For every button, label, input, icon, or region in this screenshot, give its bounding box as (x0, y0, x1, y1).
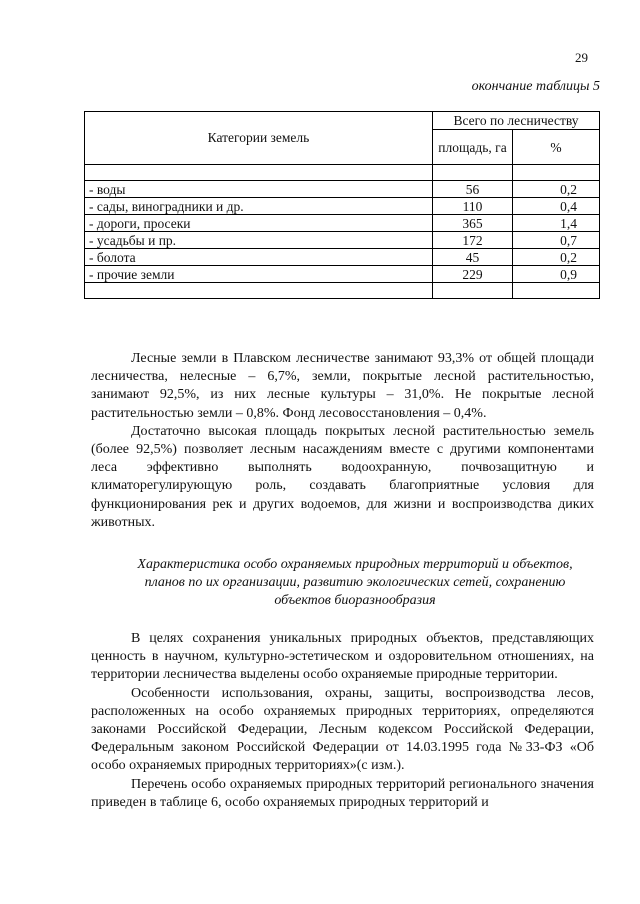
cell-percent: 0,4 (513, 198, 600, 215)
paragraph: Лесные земли в Плавском лесничестве занимают 93,3% от общей площади лесничества, нелесные – 6,7%, земли, покрытые лесной растительностью, занимают 92,5%, из них лесные культуры – 31,0%. Не покрытые лесной растительностью земли – 0,8%. Фонд лесовосстановления – 0,4%. (91, 351, 594, 421)
cell-area: 45 (433, 249, 513, 266)
section-heading: Характеристика особо охраняемых природных территорий и объектов, планов по их организации, развитию экологических сетей, сохранению объектов биоразнообразия (137, 557, 573, 608)
cell-percent: 0,2 (513, 181, 600, 198)
land-categories-table (84, 111, 600, 299)
table-caption: окончание таблицы 5 (471, 79, 600, 94)
cell-percent: 1,4 (513, 215, 600, 232)
cell-category: - воды (85, 181, 433, 198)
cell-category: - сады, виноградники и др. (85, 198, 433, 215)
paragraph: Достаточно высокая площадь покрытых лесной растительностью земель (более 92,5%) позволяет лесным насаждениям вместе с другими компонентами леса эффективно выполнять водоохранную, почвозащитную и климаторегулирующую роль, создавать благоприятные условия для функционирования рек и других водоемов, для жизни и воспроизводства диких животных. (91, 423, 594, 530)
cell-percent: 0,2 (513, 249, 600, 266)
header-percent: % (513, 130, 600, 165)
table-row (85, 232, 600, 249)
table-row (85, 266, 600, 283)
paragraph: Особенности использования, охраны, защиты, воспроизводства лесов, расположенных на особо охраняемых природных территориях, определяются законами Российской Федерации, Лесным кодексом Российской Федерации, Федеральным законом Российской Федерации от 14.03.1995 года №33-ФЗ «Об особо охраняемых природных территориях»(с изм.). (91, 685, 594, 774)
body-text-lower (91, 630, 594, 812)
paragraph: Перечень особо охраняемых природных территорий регионального значения приведен в таблице 6, особо охраняемых природных территорий и (91, 776, 594, 810)
header-category: Категории земель (85, 112, 433, 165)
cell-percent: 0,9 (513, 266, 600, 283)
table-row (85, 215, 600, 232)
table-row-empty (85, 283, 600, 299)
cell-area: 56 (433, 181, 513, 198)
cell-area: 365 (433, 215, 513, 232)
cell-category: - дороги, просеки (85, 215, 433, 232)
cell-category: - прочие земли (85, 266, 433, 283)
header-group: Всего по лесничеству (433, 112, 600, 130)
cell-area: 229 (433, 266, 513, 283)
paragraph: В целях сохранения уникальных природных объектов, представляющих ценность в научном, культурно-эстетическом и оздоровительном отношениях, на территории лесничества выделены особо охраняемые природные территории. (91, 631, 594, 683)
body-text-upper (91, 350, 594, 532)
header-area: площадь, га (433, 130, 513, 165)
cell-category: - болота (85, 249, 433, 266)
cell-area: 110 (433, 198, 513, 215)
table-row (85, 249, 600, 266)
cell-category: - усадьбы и пр. (85, 232, 433, 249)
table-row (85, 198, 600, 215)
cell-area: 172 (433, 232, 513, 249)
table-row-empty (85, 165, 600, 181)
page-number: 29 (575, 50, 588, 65)
cell-percent: 0,7 (513, 232, 600, 249)
table-row (85, 181, 600, 198)
